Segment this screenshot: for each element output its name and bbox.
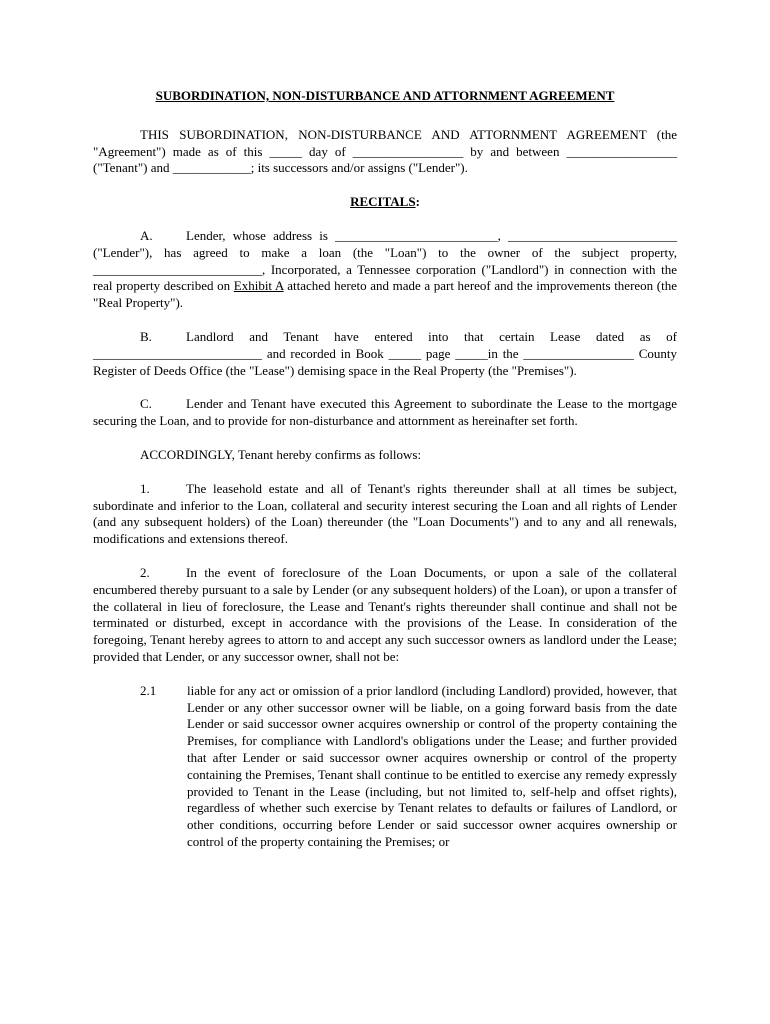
recital-b-label: B.	[140, 328, 152, 344]
recital-a-text-after: attached hereto and made a part hereof and the improvements thereon (the "Real Property").	[93, 278, 677, 311]
section-2	[93, 565, 677, 666]
section-2-1-label: 2.1	[140, 682, 157, 698]
recital-c-label: C.	[140, 396, 152, 412]
accordingly-paragraph: ACCORDINGLY, Tenant hereby confirms as follows:	[140, 446, 422, 462]
section-2-1	[93, 683, 677, 851]
recital-c	[93, 396, 677, 430]
recital-b	[93, 329, 677, 379]
section-1-text: The leasehold estate and all of Tenant's rights thereunder shall at all times be subject, subordinate and inferior to the Loan, collateral and security interest securing the Loan and all rights of Lender (and any subsequent holders) of the Loan) thereunder (the "Loan Documents") and to any and all renewals, modifications and extensions thereof.	[93, 480, 677, 547]
document-title: SUBORDINATION, NON-DISTURBANCE AND ATTORNMENT AGREEMENT	[155, 88, 615, 103]
recitals-heading-text: RECITALS	[350, 194, 416, 210]
intro-paragraph: THIS SUBORDINATION, NON-DISTURBANCE AND ATTORNMENT AGREEMENT (the "Agreement") made as of this _____ day of _________________ by and between _________________ ("Tenant") and ____________; its successors and/or assigns ("Lender").	[93, 126, 677, 176]
section-2-text: In the event of foreclosure of the Loan Documents, or upon a sale of the collateral encumbered thereby pursuant to a sale by Lender (or any subsequent holders) of the Loan), or upon a transfer of the collateral in lieu of foreclosure, the Lease and Tenant's rights thereunder shall continue and shall not be terminated or disturbed, except in accordance with the provisions of the Lease. In consideration of the foregoing, Tenant hereby agrees to attorn to and accept any such successor owners as landlord under the Lease; provided that Lender, or any successor owner, shall not be:	[93, 564, 677, 664]
section-1-label: 1.	[140, 480, 150, 496]
recital-a-label: A.	[140, 227, 153, 243]
recital-c-text: Lender and Tenant have executed this Agreement to subordinate the Lease to the mortgage securing the Loan, and to provide for non-disturbance and attornment as hereinafter set forth.	[93, 396, 677, 429]
section-1	[93, 481, 677, 548]
recitals-heading-colon: :	[415, 194, 420, 210]
section-2-1-text: liable for any act or omission of a prior landlord (including Landlord) provided, however, that Lender or any other successor owner will be liable, on a going forward basis from the date Lender or said successor owner acquires ownership or control of the property containing the Premises, for compliance with Landlord's obligations under the Lease; and further provided that after Lender or said successor owner acquires ownership or control of the property containing the Premises, Tenant shall continue to be entitled to exercise any remedy expressly provided to Tenant in the Lease (including, but not limited to, self-help and offset rights), regardless of whether such exercise by Tenant relates to defaults or failures of Landlord, or other conditions, occurring before Lender or said successor owner acquires ownership or control of the property containing the Premises; or	[187, 682, 677, 849]
exhibit-a-reference: Exhibit A	[233, 278, 284, 294]
recitals-heading	[93, 194, 677, 211]
recital-a-text-before: Lender, whose address is _________________________, __________________________ ("Lender"), has agreed to make a loan (the "Loan") to the owner of the subject property, __________________________, Incorporated, a Tennessee corporation ("Landlord") in connection with the real property described on	[93, 227, 677, 294]
recital-a	[93, 228, 677, 312]
section-2-label: 2.	[140, 564, 150, 580]
recital-b-text: Landlord and Tenant have entered into that certain Lease dated as of __________________________ and recorded in Book _____ page _____in the _________________ County Register of Deeds Office (the "Lease") demising space in the Real Property (the "Premises").	[93, 328, 677, 378]
document-body	[93, 88, 677, 851]
